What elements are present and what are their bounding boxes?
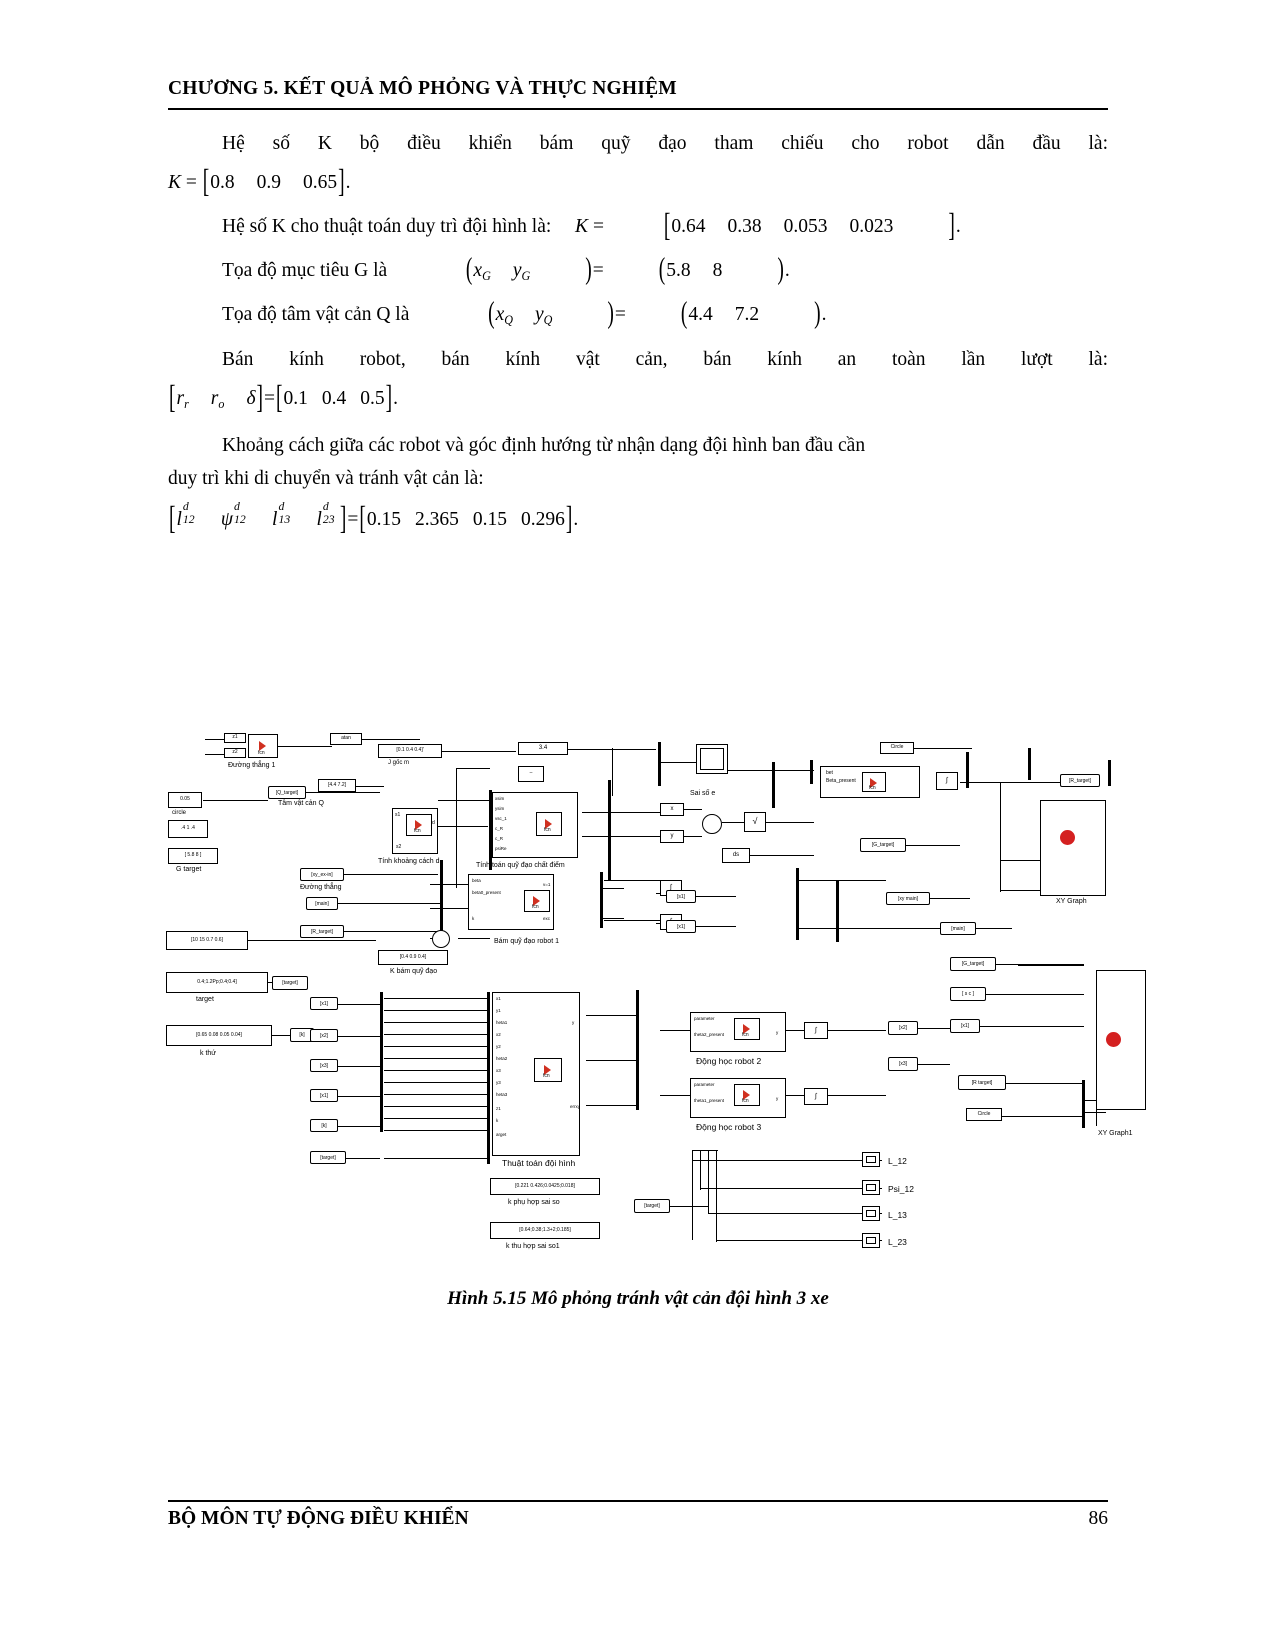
mux-bar	[1108, 760, 1111, 786]
subsystem-label: Động học robot 2	[696, 1056, 762, 1066]
equation-6-var0: l	[176, 508, 182, 530]
equation-5-var0: r	[176, 387, 185, 409]
wire	[1018, 965, 1084, 966]
wire	[384, 998, 490, 999]
paren-close-icon: )	[585, 253, 592, 287]
wire	[384, 1106, 490, 1107]
equation-6-sub0: 12	[182, 513, 195, 527]
paragraph-5: Bán kính robot, bán kính vật cản, bán kính an toàn lần lượt là:	[222, 349, 1108, 371]
equation-1-v1: 0.9	[256, 171, 282, 193]
block-ds[interactable]: ds	[722, 848, 750, 863]
wire	[916, 1028, 950, 1029]
scope-block[interactable]	[862, 1206, 880, 1221]
block-sqrt[interactable]: √	[744, 812, 766, 832]
output-label: L_13	[888, 1210, 907, 1220]
bracket-close-icon: ]	[385, 379, 393, 416]
equation-2-v1: 0.38	[727, 215, 762, 237]
equation-5-var2: δ	[246, 387, 256, 409]
equation-4-sub1: Q	[543, 312, 553, 327]
bracket-open-icon: [	[169, 501, 176, 537]
subsystem-label: k thu hợp sai so1	[506, 1243, 560, 1250]
equation-5-sub0: r	[184, 396, 189, 411]
equation-4-var1: y	[535, 303, 544, 325]
wire	[1004, 1083, 1084, 1084]
wire	[696, 896, 736, 897]
subsystem-label: Đường thẳng 1	[228, 762, 276, 769]
equation-6-var2: l	[272, 508, 278, 530]
from-tag[interactable]: [x1]	[310, 1089, 338, 1102]
equation-6-sup3: d	[322, 500, 329, 514]
wire	[692, 1150, 718, 1151]
block-integrator[interactable]: ∫	[936, 772, 958, 790]
scope-block[interactable]	[862, 1152, 880, 1167]
wire	[600, 918, 624, 919]
equation-2-eq: =	[592, 215, 604, 237]
paren-open-icon: (	[658, 253, 666, 287]
wire	[270, 1035, 292, 1036]
wire	[708, 1150, 709, 1214]
equation-6-sup0: d	[182, 500, 189, 514]
goto-tag[interactable]: [x2]	[888, 1021, 918, 1035]
subsystem-label: target	[196, 996, 214, 1003]
block-integrator[interactable]: ∫	[804, 1088, 828, 1105]
wire	[748, 855, 814, 856]
wire	[336, 1004, 380, 1005]
equation-1-v0: 0.8	[210, 171, 235, 193]
from-tag[interactable]: [target]	[634, 1199, 670, 1213]
equation-1-eq: =	[185, 171, 197, 193]
equation-4-var0: x	[495, 303, 505, 325]
wire	[786, 1095, 806, 1096]
block-x[interactable]: x	[660, 803, 684, 816]
subsystem-label: K bám quỹ đạo	[390, 968, 438, 975]
wire	[912, 748, 972, 749]
wire	[440, 751, 516, 752]
wire	[604, 920, 660, 921]
block-constant[interactable]: [0.221 0.426;0.0425;0.018]	[490, 1178, 600, 1195]
wire	[786, 1030, 806, 1031]
paragraph-4: Tọa độ tâm vật cản Q là	[222, 303, 410, 325]
matlab-fcn-block[interactable]: fcn	[536, 812, 562, 836]
wire	[384, 1022, 490, 1023]
block-gain[interactable]: 3.4	[518, 742, 568, 755]
paren-close-icon: )	[814, 297, 821, 331]
block-constant[interactable]: [4.4 7.2]	[318, 779, 356, 792]
equation-3-var0: x	[473, 259, 483, 281]
from-tag[interactable]: [R target]	[958, 1075, 1006, 1090]
mux-bar	[1082, 1080, 1085, 1128]
equation-3-v0: 5.8	[666, 259, 691, 281]
paren-close-icon: )	[607, 297, 614, 331]
wire	[384, 1058, 490, 1059]
equation-4-tail: .	[821, 303, 827, 325]
wire	[722, 822, 744, 823]
equation-6-sub1: 12	[234, 513, 246, 527]
bracket-open-icon: [	[169, 379, 176, 416]
matlab-fcn-block[interactable]: fcn	[862, 772, 886, 792]
mux-bar	[658, 742, 661, 786]
equation-2-v2: 0.053	[783, 215, 828, 237]
equation-1-tail: .	[345, 171, 351, 193]
equation-3-v1: 8	[712, 259, 723, 281]
wire	[984, 994, 1084, 995]
wire	[700, 1188, 882, 1189]
wire	[600, 888, 624, 889]
wire	[764, 822, 814, 823]
wire	[336, 1096, 380, 1097]
wire	[384, 1158, 490, 1159]
equation-3-sub0: G	[482, 268, 491, 283]
wire	[696, 926, 736, 927]
wire	[660, 1095, 692, 1096]
equation-3-tail: .	[784, 259, 790, 281]
goto-tag[interactable]: [k]	[290, 1028, 314, 1042]
footer-department: BỘ MÔN TỰ ĐỘNG ĐIỀU KHIỂN	[168, 1508, 469, 1529]
wire	[582, 836, 660, 837]
equation-5-v0: 0.1	[283, 387, 308, 409]
subsystem-label: Tâm vật cản Q	[278, 800, 324, 807]
from-tag[interactable]: [G_target]	[950, 957, 996, 971]
equation-5-tail: .	[393, 387, 399, 409]
output-label: L_12	[888, 1156, 907, 1166]
wire	[456, 768, 457, 888]
from-tag[interactable]: [x3]	[310, 1059, 338, 1072]
wire	[708, 1213, 882, 1214]
goto-tag[interactable]: [R_target]	[1060, 774, 1100, 787]
goto-tag[interactable]: [target]	[272, 976, 308, 990]
wire	[342, 874, 438, 875]
mux-bar	[836, 880, 839, 942]
wire	[205, 754, 225, 755]
block-integrator[interactable]: ∫	[660, 880, 682, 896]
goto-tag[interactable]: [main]	[940, 922, 976, 935]
block-circle[interactable]: Circle	[880, 742, 914, 754]
wire	[566, 749, 656, 750]
wire	[384, 1094, 490, 1095]
scope-block[interactable]	[862, 1233, 880, 1248]
from-tag[interactable]: [x2]	[310, 1029, 338, 1042]
wire	[612, 748, 613, 796]
wire	[384, 1118, 490, 1119]
wire	[692, 1150, 693, 1240]
block-constant[interactable]: [10 15 0.7 0.6]	[166, 931, 248, 950]
wire	[586, 1060, 636, 1061]
subsystem-label: Bám quỹ đạo robot 1	[494, 938, 559, 945]
paren-open-icon: (	[680, 297, 688, 331]
block-constant[interactable]: [0.4 0.9 0.4]	[378, 950, 448, 965]
wire	[604, 880, 660, 881]
sum-block[interactable]	[432, 930, 450, 948]
block-sum[interactable]: –	[518, 766, 544, 782]
mux-bar	[772, 762, 775, 808]
wire	[700, 1150, 701, 1190]
from-tag[interactable]: [target]	[310, 1151, 346, 1164]
block-circle[interactable]: Circle	[966, 1108, 1002, 1121]
block-constant[interactable]: .4 1 .4	[168, 820, 208, 838]
from-tag[interactable]: [main]	[306, 897, 338, 910]
chapter-title: CHƯƠNG 5. KẾT QUẢ MÔ PHỎNG VÀ THỰC NGHIỆM	[168, 78, 677, 99]
sum-block[interactable]	[702, 814, 722, 834]
mux-bar	[966, 752, 969, 788]
bracket-open-icon: [	[202, 163, 210, 200]
mux-bar	[636, 990, 639, 1110]
bracket-close-icon: ]	[339, 501, 347, 537]
mux-bar	[380, 992, 383, 1132]
wire	[724, 770, 814, 771]
equation-6-var1: ψ	[220, 508, 234, 530]
xy-graph-marker	[1060, 830, 1075, 845]
equation-3-sub1: G	[521, 268, 531, 283]
wire	[384, 1046, 490, 1047]
wire	[904, 845, 960, 846]
subsystem-label: XY Graph	[1056, 898, 1087, 905]
wire	[336, 1036, 380, 1037]
subsystem-label: Tính toán quỹ đạo chất điểm	[476, 862, 565, 869]
equation-6-v1: 2.365	[415, 508, 459, 530]
block-constant[interactable]: [0.65 0.08 0.05 0.04]	[166, 1025, 272, 1046]
equation-6	[168, 500, 1108, 537]
equation-6-sub3: 23	[322, 513, 335, 527]
mux-bar	[1028, 748, 1031, 780]
wire	[336, 903, 440, 904]
goto-tag[interactable]: [x3]	[888, 1057, 918, 1071]
from-tag[interactable]: [k]	[310, 1119, 338, 1132]
equation-4-eq: =	[614, 303, 626, 325]
equation-4-v1: 7.2	[734, 303, 760, 325]
bracket-close-icon: ]	[338, 163, 345, 200]
subsystem-label: Đường thẳng	[300, 884, 342, 891]
equation-2-v0: 0.64	[671, 215, 706, 237]
subsystem-label: Tính khoảng cách d	[378, 858, 440, 865]
paragraph-2-line	[168, 207, 1108, 244]
wire	[384, 1034, 490, 1035]
mux-bar	[600, 872, 603, 928]
wire	[586, 1105, 636, 1106]
wire	[360, 739, 420, 740]
wire	[716, 1150, 717, 1242]
from-tag[interactable]: [G_target]	[860, 838, 906, 852]
paragraph-6a: Khoảng cách giữa các robot và góc định hướng từ nhận dạng đội hình ban đầu cần	[222, 434, 866, 456]
wire	[1000, 1116, 1084, 1117]
wire	[274, 746, 332, 747]
goto-tag[interactable]: [x1]	[666, 920, 696, 933]
equation-5-var1: r	[210, 387, 219, 409]
equation-6-v0: 0.15	[366, 508, 402, 530]
equation-2-tail: .	[955, 215, 961, 237]
paren-close-icon: )	[777, 253, 784, 287]
wire	[828, 1030, 886, 1031]
bracket-close-icon: ]	[948, 207, 955, 244]
matlab-fcn-block[interactable]: fcn	[524, 890, 550, 912]
wire	[586, 1015, 636, 1016]
equation-6-v2: 0.15	[472, 508, 508, 530]
page-footer	[168, 1508, 1108, 1530]
equation-4-v0: 4.4	[688, 303, 713, 325]
matlab-fcn-block[interactable]: fcn	[406, 814, 432, 836]
block-integrator[interactable]: ∫	[804, 1022, 828, 1039]
from-tag[interactable]: [x1]	[310, 997, 338, 1010]
from-tag[interactable]: [xy_ex-in]	[300, 868, 344, 881]
block-constant[interactable]: 0.4;1.2Pp;0.4;0.4]	[166, 972, 268, 993]
wire	[434, 826, 488, 827]
wire	[582, 812, 660, 813]
page-header	[168, 78, 1108, 100]
xy-graph-block[interactable]	[1040, 800, 1106, 896]
from-tag[interactable]: [ s c ]	[950, 987, 986, 1001]
equation-1-v2: 0.65	[303, 171, 338, 193]
block-constant[interactable]: 0.05	[168, 792, 202, 808]
block-constant[interactable]: [0.1 0.4 0.4]'	[378, 744, 442, 758]
goto-tag[interactable]: [xy main]	[886, 892, 930, 905]
block[interactable]: z2	[224, 748, 246, 758]
wire	[438, 800, 494, 801]
bracket-close-icon: ]	[256, 379, 264, 416]
scope-block[interactable]	[696, 744, 728, 774]
wire	[203, 800, 268, 801]
equation-6-v3: 0.296	[521, 508, 565, 530]
wire	[384, 1130, 490, 1131]
mux-bar	[440, 860, 443, 932]
wire	[336, 1066, 380, 1067]
wire	[246, 940, 376, 941]
wire	[336, 1126, 380, 1127]
bracket-close-icon: ]	[565, 501, 573, 537]
from-tag[interactable]: [R_target]	[300, 925, 344, 938]
goto-tag[interactable]: [s1]	[666, 890, 696, 903]
equation-3-var1: y	[512, 259, 522, 281]
paren-open-icon: (	[465, 253, 473, 287]
wire	[1000, 782, 1001, 892]
matlab-fcn-block[interactable]: fcn	[734, 1084, 760, 1106]
paragraph-2: Hệ số K cho thuật toán duy trì đội hình là:	[222, 215, 552, 237]
figure-caption: Hình 5.15 Mô phỏng tránh vật cản đội hình 3 xe	[447, 1288, 829, 1309]
block[interactable]: z1	[224, 733, 246, 743]
page-number: 86	[1088, 1508, 1108, 1529]
document-page: CHƯƠNG 5. KẾT QUẢ MÔ PHỎNG VÀ THỰC NGHIỆM Hệ số K bộ điều khiển bám quỹ đạo tham chiếu cho robot dẫn đầu là: K = [0.8 0.9 0.65]. Hệ số K cho thuật toán duy trì đội hình là: K = [0.64 0.38 0.053 0.023 ]. Tọa độ mục tiêu G là ($x_G$ $y_G$ )= (5.8 8 ). Tọa độ tâm vật cản Q là ($x_Q$ $y_Q$ )= (4.4 7.2 ). Bán kính robot, bán kính vật cản, bán kính an toàn lần lượt là: [$r_r$ $r_o$ δ]=[0.1 0.4 0.5]. Khoảng cách giữa các robot và góc định hướng từ nhận dạng đội hình ban đầu cần duy trì khi di chuyển và tránh vật cản là: [l d 12 ψ d 12 l d 13 l d 23 ]=[0.15 2.365 0.15 0.296]. z1 z2 fcn Đường thẳng 1 atan [0.1 0.4 0.4]' J gốc m 3.4 – Sai số e Circle fcn Beta_present bet ∫ [R_target] 0.05 circle .4 1 .4 [ 5.8 8 ] G target [Q_target] [4.4 7.2] Tâm vật cản Q fcn s1 s2 d Tính khoảng cách d [xy_ex-in] Đường thẳng [main] [R_target] fcn xsim ysim vsc_1 c_R c_R psiRe Tính toán quỹ đạo chất điểm x y √ ds fcn beta beta0_present k v=1 exc Bám quỹ đạo robot 1 ∫ [s1] [x1] [G_target] [xy main] [main] [10 15 0.7 0.6] [0.4 0.9 0.4] K bám quỹ đạo 0.4;1.2Pp;0.4;0.4] target [target] [0.65 0.08 0.05 0.04] k thứ [k] [x1] [x2] [x3] [x1] [k] [target] fcn x1 y1 heta1 x2 y2 heta2 x3 y3 heta3 z1 k arget y errxy Thuật toán đội hình [0.221 0.426;0.0425;0.018] k phụ hợp sai so [0.64;0.38;1.3+2;0.185] k thu hợp sai so1 fcn parameter theta2_present y Động học robot 2 fcn parameter theta1_present y Động học robot 3 ∫ ∫ [x2] [x3] [G_target] [ s c ] [x1] [R target] Circle XY Graph XY Graph1 L_12 Psi_12 L_13 L_23 [target] Hình 5.15 Mô phỏng tránh vật cản đội hình 3 xe BỘ MÔN TỰ ĐỘNG ĐIỀU KHIỂN 86	[0, 0, 1275, 1650]
wire	[458, 938, 490, 939]
xy-graph-block[interactable]	[1096, 970, 1146, 1110]
mux-bar	[796, 868, 799, 940]
paragraph-6b: duy trì khi di chuyển và tránh vật cản là:	[168, 468, 484, 490]
wire	[344, 1158, 380, 1159]
equation-2-lhs: K	[575, 215, 589, 237]
wire	[928, 898, 970, 899]
bracket-open-icon: [	[359, 501, 366, 537]
from-tag[interactable]: [x1]	[950, 1019, 980, 1033]
equation-2-v3: 0.023	[849, 215, 894, 237]
output-label: L_23	[888, 1237, 907, 1247]
scope-block[interactable]	[862, 1180, 880, 1195]
header-rule	[168, 108, 1108, 110]
equation-1	[168, 163, 1108, 200]
wire	[660, 1030, 692, 1031]
wire	[384, 1010, 490, 1011]
equation-6-sup2: d	[278, 500, 285, 514]
wire	[304, 792, 380, 793]
mux-bar	[608, 780, 611, 880]
subsystem-label: k phụ hợp sai so	[508, 1199, 560, 1206]
bracket-open-icon: [	[663, 207, 671, 244]
wire	[796, 928, 940, 929]
xy-graph-marker	[1106, 1032, 1121, 1047]
wire	[692, 1160, 882, 1161]
wire	[384, 1070, 490, 1071]
footer-rule	[168, 1500, 1108, 1502]
from-tag[interactable]: [Q_target]	[268, 786, 306, 799]
wire	[384, 1082, 490, 1083]
paren-open-icon: (	[488, 297, 495, 331]
equation-6-tail: .	[573, 508, 579, 530]
wire	[668, 1206, 708, 1207]
wire	[456, 768, 490, 769]
wire	[682, 809, 702, 810]
wire	[354, 786, 384, 787]
equation-5-v1: 0.4	[321, 387, 347, 409]
wire	[974, 928, 1012, 929]
paragraph-3: Tọa độ mục tiêu G là	[222, 259, 388, 281]
block-y[interactable]: y	[660, 830, 684, 843]
paragraph-3-line	[168, 254, 1108, 288]
wire	[796, 880, 886, 881]
subsystem-label: k thứ	[200, 1050, 216, 1057]
wire	[916, 1064, 950, 1065]
wire	[828, 1095, 886, 1096]
wire	[716, 1240, 882, 1241]
mux-bar	[487, 992, 490, 1164]
block-constant[interactable]: [ 5.8 8 ]	[168, 848, 218, 864]
subsystem-label: Động học robot 3	[696, 1122, 762, 1132]
equation-3-eq: =	[592, 259, 604, 281]
wire	[1082, 1112, 1106, 1113]
subsystem-label: XY Graph1	[1098, 1130, 1133, 1137]
matlab-fcn-block[interactable]: fcn	[734, 1018, 760, 1040]
wire	[978, 1026, 1084, 1027]
matlab-fcn-block[interactable]: fcn	[534, 1058, 562, 1082]
equation-5-v2: 0.5	[360, 387, 385, 409]
equation-5-eq: =	[264, 387, 276, 409]
matlab-fcn-block[interactable]: fcn	[248, 734, 278, 758]
block-atan[interactable]: atan	[330, 733, 362, 745]
wire	[342, 931, 438, 932]
equation-1-lhs: K	[168, 171, 182, 193]
bracket-open-icon: [	[276, 379, 283, 416]
equation-5	[168, 379, 1108, 416]
wire	[205, 739, 225, 740]
equation-6-var3: l	[316, 508, 322, 530]
paragraph-1: Hệ số K bộ điều khiển bám quỹ đạo tham chiếu cho robot dẫn đầu là:	[222, 133, 1108, 154]
block-constant[interactable]: [0.64;0.38;1.3+2;0.185]	[490, 1222, 600, 1239]
paragraph-4-line	[168, 298, 1108, 332]
equation-4-sub0: Q	[504, 312, 513, 327]
subsystem-label: Thuật toán đội hình	[502, 1158, 576, 1168]
document-body	[168, 128, 1108, 547]
output-label: Psi_12	[888, 1184, 914, 1194]
equation-5-sub1: o	[218, 396, 225, 411]
wire	[682, 836, 702, 837]
equation-6-eq: =	[347, 508, 359, 530]
equation-6-sub2: 13	[278, 513, 291, 527]
subsystem-label: G target	[176, 866, 202, 873]
mux-bar	[810, 760, 813, 784]
equation-6-sup1: d	[234, 500, 240, 514]
